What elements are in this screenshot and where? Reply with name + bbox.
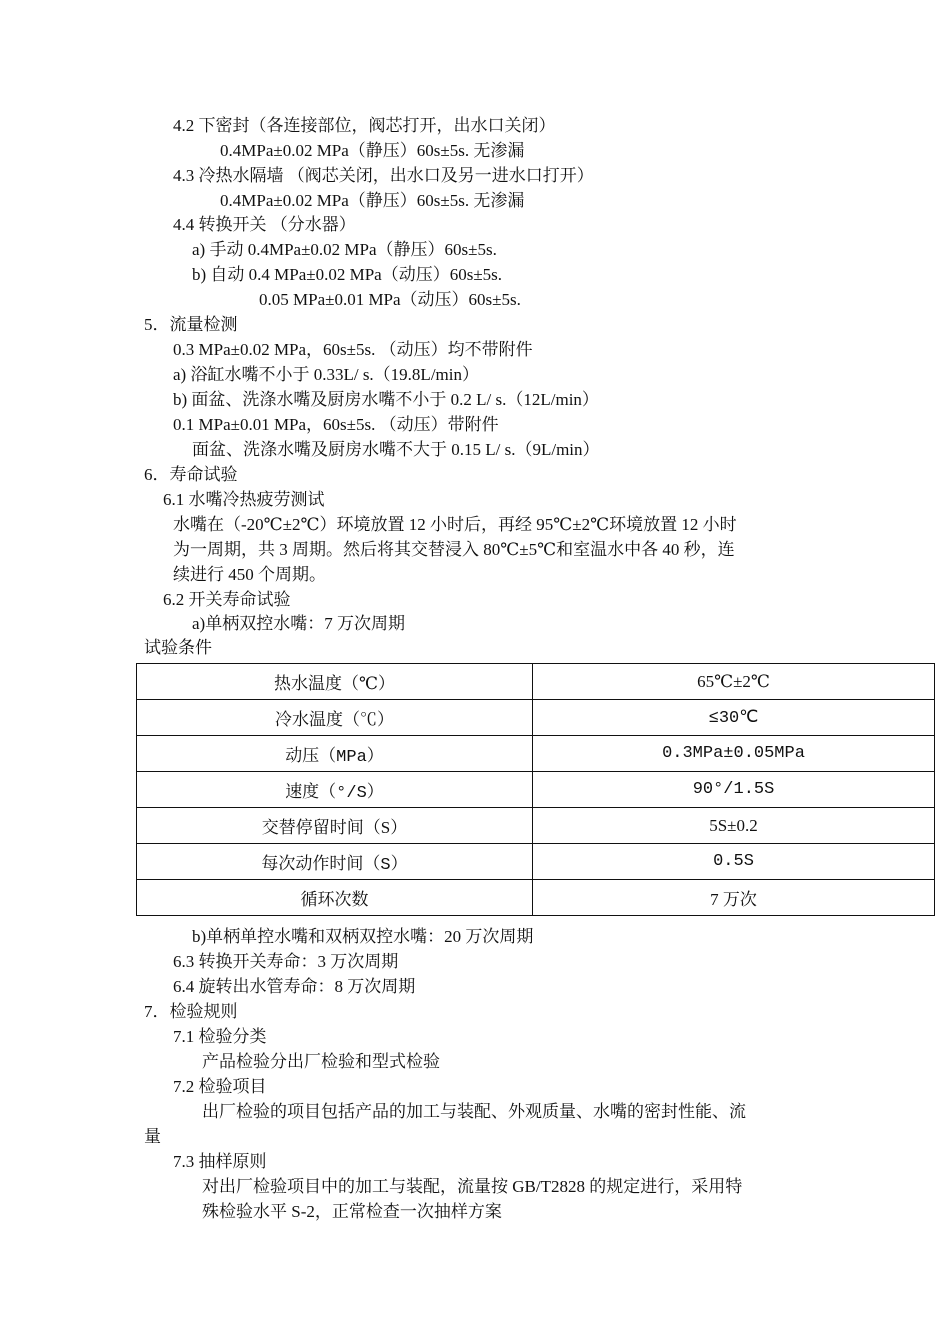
text-line: 水嘴在（-20℃±2℃）环境放置 12 小时后，再经 95℃±2℃环境放置 12 小时	[173, 515, 737, 534]
table-row	[137, 700, 935, 736]
section-7-1-heading: 7.1 检验分类	[173, 1027, 267, 1046]
text-line: 0.1 MPa±0.01 MPa，60s±5s. （动压）带附件	[173, 415, 499, 434]
section-7-2-heading: 7.2 检验项目	[173, 1077, 267, 1096]
text-line: 0.4MPa±0.02 MPa（静压）60s±5s. 无渗漏	[220, 191, 525, 210]
text-line: 面盆、洗涤水嘴及厨房水嘴不大于 0.15 L/ s.（9L/min）	[192, 440, 600, 459]
text-line: a) 浴缸水嘴不小于 0.33L/ s.（19.8L/min）	[173, 365, 479, 384]
text-line: b) 自动 0.4 MPa±0.02 MPa（动压）60s±5s.	[192, 265, 503, 284]
section-6-heading: 6．寿命试验	[144, 465, 238, 484]
text-line: 产品检验分出厂检验和型式检验	[202, 1052, 440, 1071]
section-4-2-heading: 4.2 下密封（各连接部位，阀芯打开，出水口关闭）	[173, 116, 556, 135]
table-row	[137, 664, 935, 700]
table-row	[137, 736, 935, 772]
table-caption: 试验条件	[144, 638, 212, 657]
text-line: 对出厂检验项目中的加工与装配，流量按 GB/T2828 的规定进行，采用特	[202, 1177, 743, 1196]
table-cell: 循环次数	[137, 880, 533, 916]
text-line: 续进行 450 个周期。	[173, 565, 326, 584]
table-cell: 冷水温度（℃）	[137, 700, 533, 736]
section-6-3-heading: 6.3 转换开关寿命：3 万次周期	[173, 952, 399, 971]
table-cell: 5S±0.2	[533, 808, 935, 844]
table-cell: ≤30℃	[533, 700, 935, 736]
table-cell: 动压（MPa）	[137, 736, 533, 772]
text-line: a)单柄双控水嘴：7 万次周期	[192, 614, 405, 633]
text-line: a) 手动 0.4MPa±0.02 MPa（静压）60s±5s.	[192, 240, 497, 259]
table-cell: 90°/1.5S	[533, 772, 935, 808]
text-line: 0.4MPa±0.02 MPa（静压）60s±5s. 无渗漏	[220, 141, 525, 160]
section-5-heading: 5．流量检测	[144, 315, 238, 334]
section-6-2-heading: 6.2 开关寿命试验	[163, 590, 291, 609]
text-line: 为一周期，共 3 周期。然后将其交替浸入 80℃±5℃和室温水中各 40 秒，连	[173, 540, 735, 559]
test-conditions-table	[136, 663, 935, 916]
table-row	[137, 880, 935, 916]
table-cell: 65℃±2℃	[533, 664, 935, 700]
text-line: b)单柄单控水嘴和双柄双控水嘴：20 万次周期	[192, 927, 534, 946]
table-cell: 0.3MPa±0.05MPa	[533, 736, 935, 772]
text-line: 量	[144, 1127, 161, 1146]
table-cell: 7 万次	[533, 880, 935, 916]
text-line: b) 面盆、洗涤水嘴及厨房水嘴不小于 0.2 L/ s.（12L/min）	[173, 390, 599, 409]
section-4-3-heading: 4.3 冷热水隔墙 （阀芯关闭，出水口及另一进水口打开）	[173, 166, 594, 185]
text-line: 0.05 MPa±0.01 MPa（动压）60s±5s.	[259, 290, 521, 309]
text-line: 出厂检验的项目包括产品的加工与装配、外观质量、水嘴的密封性能、流	[202, 1102, 746, 1121]
text-line: 殊检验水平 S-2，正常检查一次抽样方案	[202, 1202, 502, 1221]
table-row	[137, 808, 935, 844]
section-6-4-heading: 6.4 旋转出水管寿命：8 万次周期	[173, 977, 416, 996]
section-7-heading: 7．检验规则	[144, 1002, 238, 1021]
section-6-1-heading: 6.1 水嘴冷热疲劳测试	[163, 490, 325, 509]
table-row	[137, 844, 935, 880]
table-cell: 0.5S	[533, 844, 935, 880]
section-4-4-heading: 4.4 转换开关 （分水器）	[173, 215, 356, 234]
text-line: 0.3 MPa±0.02 MPa，60s±5s. （动压）均不带附件	[173, 340, 533, 359]
table-cell: 热水温度（℃）	[137, 664, 533, 700]
table-cell: 速度（°/S）	[137, 772, 533, 808]
table-cell: 交替停留时间（S）	[137, 808, 533, 844]
table-row	[137, 772, 935, 808]
section-7-3-heading: 7.3 抽样原则	[173, 1152, 267, 1171]
table-cell: 每次动作时间（S）	[137, 844, 533, 880]
